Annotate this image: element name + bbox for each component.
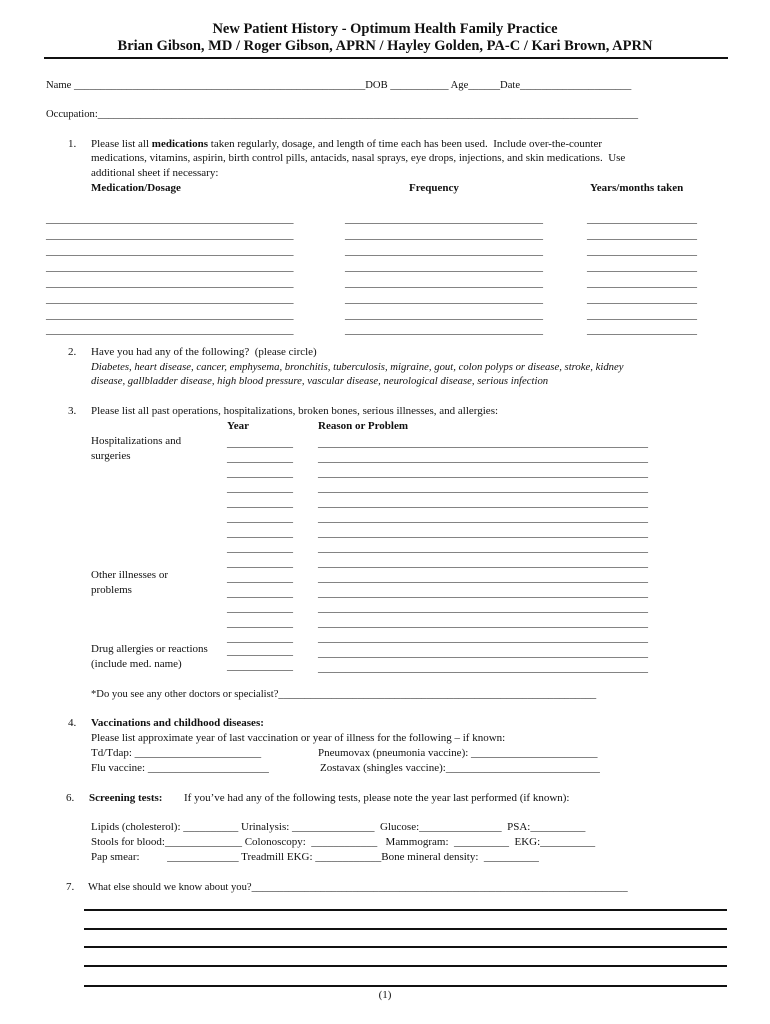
label-other-illnesses: Other illnesses or [91,569,168,581]
frequency-blank[interactable]: ____________________________________ [345,324,543,336]
col-medication-header: Medication/Dosage [91,182,181,194]
patient-info-line[interactable]: Name _______________________________________________________DOB ___________ Age______Date_____________________ [46,80,632,91]
year-blank[interactable]: ____________ [227,452,293,464]
q3-text: Please list all past operations, hospitalizations, broken bones, serious illnesses, and allergies: [91,405,499,417]
reason-blank[interactable]: ____________________________________________________________ [318,572,648,584]
screening-row-3[interactable]: Pap smear: _____________ Treadmill EKG: ____________Bone mineral density: __________ [91,851,539,863]
year-blank[interactable]: ____________ [227,542,293,554]
year-blank[interactable]: ____________ [227,602,293,614]
years-blank[interactable]: ____________________ [587,213,697,225]
answer-line[interactable] [84,985,727,987]
tdap-field[interactable]: Td/Tdap: _______________________ [91,747,262,759]
year-blank[interactable]: ____________ [227,512,293,524]
years-blank[interactable]: ____________________ [587,277,697,289]
years-blank[interactable]: ____________________ [587,229,697,241]
reason-blank[interactable]: ____________________________________________________________ [318,497,648,509]
year-blank[interactable]: ____________ [227,632,293,644]
document-title: New Patient History - Optimum Health Family Practice [212,21,558,37]
pneumovax-field[interactable]: Pneumovax (pneumonia vaccine): _______________________ [318,747,598,759]
year-blank[interactable]: ____________ [227,557,293,569]
years-blank[interactable]: ____________________ [587,261,697,273]
answer-line[interactable] [84,965,727,967]
q6-heading: Screening tests: [89,792,163,804]
medication-blank[interactable]: _____________________________________________ [46,324,294,336]
q6-number: 6. [66,792,75,804]
year-blank[interactable]: ____________ [227,587,293,599]
frequency-blank[interactable]: ____________________________________ [345,213,543,225]
screening-row-1[interactable]: Lipids (cholesterol): __________ Urinalysis: _______________ Glucose:_______________ PSA:__________ [91,821,586,833]
answer-line[interactable] [84,946,727,948]
col-frequency-header: Frequency [409,182,459,194]
reason-blank[interactable]: ____________________________________________________________ [318,602,648,614]
q1-text-line2: medications, vitamins, aspirin, birth control pills, antacids, nasal sprays, eye drops, injections, and skin medications. Use [91,152,626,164]
year-blank[interactable]: ____________ [227,497,293,509]
year-blank[interactable]: ____________ [227,572,293,584]
year-blank[interactable]: ____________ [227,617,293,629]
years-blank[interactable]: ____________________ [587,309,697,321]
frequency-blank[interactable]: ____________________________________ [345,277,543,289]
answer-line[interactable] [84,928,727,930]
year-blank[interactable]: ____________ [227,660,293,672]
frequency-blank[interactable]: ____________________________________ [345,261,543,273]
q2-conditions-line2[interactable]: disease, gallbladder disease, high blood pressure, vascular disease, neurological disease, serious infection [91,375,549,387]
zostavax-field[interactable]: Zostavax (shingles vaccine):____________________________ [320,762,600,774]
q1-number: 1. [68,138,77,150]
years-blank[interactable]: ____________________ [587,293,697,305]
q6-text: If you’ve had any of the following tests, please note the year last performed (if known): [184,792,570,804]
other-doctors-field[interactable]: *Do you see any other doctors or specialist?____________________________________________________________ [91,689,597,700]
label-hospitalizations-2: surgeries [91,450,131,462]
year-blank[interactable]: ____________ [227,645,293,657]
q4-heading: Vaccinations and childhood diseases: [91,717,264,729]
year-blank[interactable]: ____________ [227,437,293,449]
medication-blank[interactable]: _____________________________________________ [46,277,294,289]
q1-text-line3: additional sheet if necessary: [91,167,219,179]
reason-blank[interactable]: ____________________________________________________________ [318,512,648,524]
q2-text: Have you had any of the following? (please circle) [91,346,317,358]
medication-blank[interactable]: _____________________________________________ [46,229,294,241]
year-blank[interactable]: ____________ [227,527,293,539]
reason-blank[interactable]: ____________________________________________________________ [318,662,648,674]
reason-blank[interactable]: ____________________________________________________________ [318,587,648,599]
medication-blank[interactable]: _____________________________________________ [46,309,294,321]
medication-blank[interactable]: _____________________________________________ [46,213,294,225]
years-blank[interactable]: ____________________ [587,245,697,257]
label-drug-allergies: Drug allergies or reactions [91,643,208,655]
label-drug-allergies-2: (include med. name) [91,658,182,670]
reason-blank[interactable]: ____________________________________________________________ [318,617,648,629]
q7-text[interactable]: What else should we know about you?_______________________________________________________________________ [88,882,628,893]
occupation-field[interactable]: Occupation:______________________________________________________________________________________________________ [46,109,639,120]
reason-blank[interactable]: ____________________________________________________________ [318,647,648,659]
reason-blank[interactable]: ____________________________________________________________ [318,482,648,494]
flu-vaccine-field[interactable]: Flu vaccine: ______________________ [91,762,269,774]
q4-text: Please list approximate year of last vaccination or year of illness for the following – if known: [91,732,506,744]
col-reason-header: Reason or Problem [318,420,409,432]
q3-number: 3. [68,405,77,417]
medication-blank[interactable]: _____________________________________________ [46,245,294,257]
years-blank[interactable]: ____________________ [587,324,697,336]
q7-number: 7. [66,881,75,893]
reason-blank[interactable]: ____________________________________________________________ [318,452,648,464]
providers-line: Brian Gibson, MD / Roger Gibson, APRN / Hayley Golden, PA-C / Kari Brown, APRN [117,38,653,54]
q4-number: 4. [68,717,77,729]
year-blank[interactable]: ____________ [227,467,293,479]
reason-blank[interactable]: ____________________________________________________________ [318,437,648,449]
medication-blank[interactable]: _____________________________________________ [46,293,294,305]
frequency-blank[interactable]: ____________________________________ [345,245,543,257]
reason-blank[interactable]: ____________________________________________________________ [318,467,648,479]
col-years-header: Years/months taken [590,182,684,194]
frequency-blank[interactable]: ____________________________________ [345,229,543,241]
q2-number: 2. [68,346,77,358]
frequency-blank[interactable]: ____________________________________ [345,293,543,305]
label-other-illnesses-2: problems [91,584,132,596]
year-blank[interactable]: ____________ [227,482,293,494]
q2-conditions-line1[interactable]: Diabetes, heart disease, cancer, emphysema, bronchitis, tuberculosis, migraine, gout, colon polyps or disease, stroke, kidney [91,361,624,373]
q1-text-line1: Please list all medications taken regularly, dosage, and length of time each has been used. Include over-the-counter [91,138,603,150]
reason-blank[interactable]: ____________________________________________________________ [318,632,648,644]
reason-blank[interactable]: ____________________________________________________________ [318,542,648,554]
page-number: (1) [378,989,392,1001]
col-year-header: Year [227,420,249,432]
answer-line[interactable] [84,909,727,911]
reason-blank[interactable]: ____________________________________________________________ [318,527,648,539]
frequency-blank[interactable]: ____________________________________ [345,309,543,321]
label-hospitalizations: Hospitalizations and [91,435,182,447]
reason-blank[interactable]: ____________________________________________________________ [318,557,648,569]
screening-row-2[interactable]: Stools for blood:______________ Colonoscopy: ____________ Mammogram: __________ EKG:__________ [91,836,596,848]
medication-blank[interactable]: _____________________________________________ [46,261,294,273]
header-rule [44,57,728,59]
